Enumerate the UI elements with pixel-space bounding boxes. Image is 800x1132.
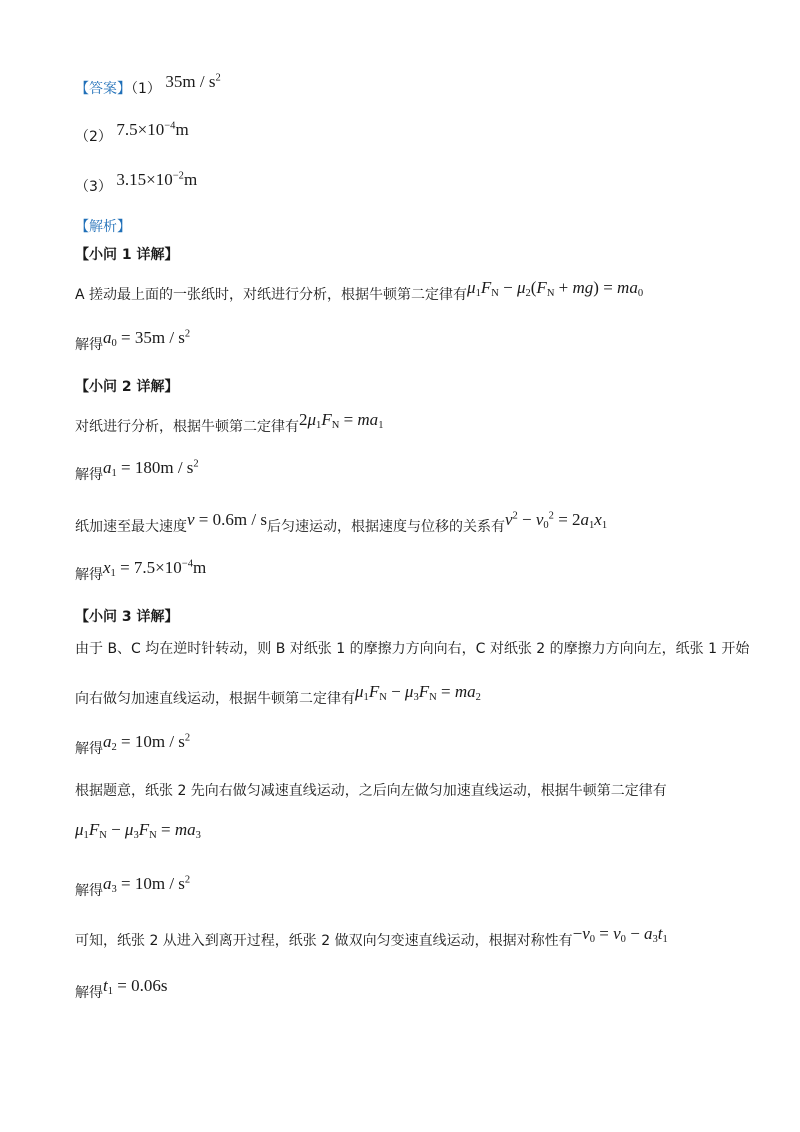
part1-line: [75, 278, 644, 304]
part3-result-3: $t_1 = 0.06s$: [103, 976, 168, 998]
part2-equation-1: $2\mu_1F_N = ma_1$: [299, 410, 384, 432]
part3-text-1: 由于 B、C 均在逆时针转动，则 B 对纸张 1 的摩擦力方向向右，C 对纸张 2 的摩擦力方向向左，纸张 1 开始: [75, 641, 750, 657]
part3-equation-3: $-v_0 = v_0 - a_3t_1$: [572, 924, 668, 946]
answer-line-2: [75, 120, 189, 146]
part2-text-1: 对纸进行分析，根据牛顿第二定律有: [75, 419, 299, 435]
part2-result-prefix-2: 解得: [75, 567, 103, 583]
part1-header: 【小问 1 详解】: [75, 247, 179, 263]
part3-text-3: 根据题意，纸张 2 先向右做匀减速直线运动，之后向左做匀加速直线运动，根据牛顿第二定律有: [75, 783, 667, 799]
answer-label-3: （3）: [75, 179, 112, 195]
part2-equation-2b: $v^2 - v_0^2 = 2a_1x_1$: [504, 510, 608, 532]
part3-line-4: [75, 924, 668, 950]
part2-text-2b: 后匀速运动，根据速度与位移的关系有: [266, 519, 505, 535]
answer-line-1: [75, 72, 221, 98]
part3-result-2: $a_3 = 10m / s^2$: [103, 874, 191, 896]
part2-result-2: $x_1 = 7.5\times 10^{-4}m$: [103, 558, 207, 580]
part1-result-line: [75, 328, 191, 354]
part3-result-prefix-1: 解得: [75, 741, 103, 757]
part2-result-line-2: [75, 558, 207, 584]
part2-line-1: [75, 410, 384, 436]
part3-equation-2: $\mu_1F_N - \mu_3F_N = ma_3$: [75, 820, 201, 842]
part1-result: $a_0 = 35m / s^2$: [103, 328, 191, 350]
part2-equation-2a: v = 0.6m / s: [187, 510, 267, 529]
part3-line-2: [75, 682, 481, 708]
answer-value-3: $3.15\times 10^{-2}m$: [116, 170, 198, 189]
answer-value-2: $7.5\times 10^{-4}m$: [116, 120, 189, 139]
part2-line-2: [75, 510, 608, 536]
part3-header: 【小问 3 详解】: [75, 609, 179, 625]
part3-result-1: $a_2 = 10m / s^2$: [103, 732, 191, 754]
analysis-tag: 【解析】: [75, 219, 131, 235]
part3-text-2: 向右做匀加速直线运动，根据牛顿第二定律有: [75, 691, 355, 707]
part1-equation: $\mu_1F_N - \mu_2(F_N + mg) = ma_0$: [467, 278, 644, 300]
answer-label-2: （2）: [75, 129, 112, 145]
part3-result-prefix-2: 解得: [75, 883, 103, 899]
part2-header: 【小问 2 详解】: [75, 379, 179, 395]
part2-text-2a: 纸加速至最大速度: [75, 519, 187, 535]
part3-result-line-1: [75, 732, 191, 758]
answer-tag: 【答案】: [75, 81, 131, 97]
part3-equation-2-line: [75, 820, 201, 846]
part2-result-line-1: [75, 458, 199, 484]
part2-result-1: $a_1 = 180m / s^2$: [103, 458, 199, 480]
part3-result-prefix-3: 解得: [75, 985, 103, 1001]
part3-equation-1: $\mu_1F_N - \mu_3F_N = ma_2$: [355, 682, 481, 704]
answer-value-1: $35m / s^2$: [165, 72, 221, 91]
answer-line-3: [75, 170, 198, 196]
part1-result-prefix: 解得: [75, 337, 103, 353]
part3-result-line-2: [75, 874, 191, 900]
part1-text: A 搓动最上面的一张纸时，对纸进行分析，根据牛顿第二定律有: [75, 287, 468, 303]
part3-result-line-3: [75, 976, 168, 1002]
part2-result-prefix-1: 解得: [75, 467, 103, 483]
answer-label-1: （1）: [131, 81, 161, 97]
part3-text-4: 可知，纸张 2 从进入到离开过程，纸张 2 做双向匀变速直线运动，根据对称性有: [75, 933, 573, 949]
